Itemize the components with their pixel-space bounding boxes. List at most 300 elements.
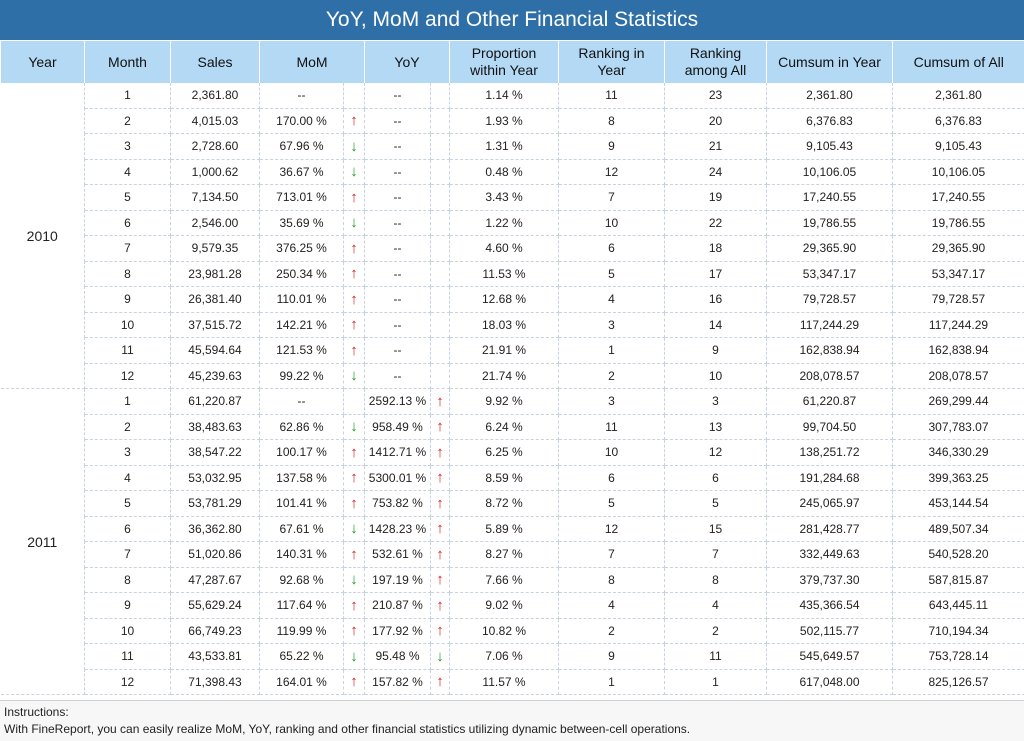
table-row xyxy=(1,287,1024,313)
cell-yoy: -- xyxy=(365,287,431,313)
cell-yoy: 177.92 % xyxy=(365,618,431,644)
arrow-down-icon: ↓ xyxy=(344,159,365,185)
cell-proportion: 8.72 % xyxy=(450,491,559,517)
cell-month: 1 xyxy=(85,83,171,108)
cell-ranking-year: 4 xyxy=(559,287,665,313)
cell-yoy: 157.82 % xyxy=(365,669,431,695)
cell-month: 11 xyxy=(85,338,171,364)
cell-cumsum-year: 281,428.77 xyxy=(767,516,893,542)
cell-ranking-year: 6 xyxy=(559,236,665,262)
cell-cumsum-year: 502,115.77 xyxy=(767,618,893,644)
cell-cumsum-year: 53,347.17 xyxy=(767,261,893,287)
cell-ranking-year: 2 xyxy=(559,363,665,389)
cell-ranking-all: 21 xyxy=(665,134,767,160)
table-row xyxy=(1,159,1024,185)
arrow-up-icon: ↑ xyxy=(344,236,365,262)
cell-yoy: -- xyxy=(365,185,431,211)
cell-month: 9 xyxy=(85,287,171,313)
cell-cumsum-year: 6,376.83 xyxy=(767,108,893,134)
cell-sales: 4,015.03 xyxy=(171,108,260,134)
table-row xyxy=(1,516,1024,542)
arrow-down-icon: ↓ xyxy=(344,134,365,160)
cell-month: 10 xyxy=(85,618,171,644)
table-row xyxy=(1,363,1024,389)
col-header-ranking-all-line1: Ranking xyxy=(689,45,742,61)
cell-ranking-year: 1 xyxy=(559,669,665,695)
col-header-ranking-year-line2: Year xyxy=(597,62,626,78)
arrow-down-icon: ↓ xyxy=(344,210,365,236)
table-row xyxy=(1,185,1024,211)
table-row xyxy=(1,567,1024,593)
cell-yoy: 197.19 % xyxy=(365,567,431,593)
cell-ranking-year: 7 xyxy=(559,542,665,568)
arrow-up-icon: ↑ xyxy=(431,669,450,695)
cell-proportion: 0.48 % xyxy=(450,159,559,185)
cell-ranking-year: 9 xyxy=(559,644,665,670)
cell-month: 7 xyxy=(85,542,171,568)
table-row xyxy=(1,312,1024,338)
yoy-arrow-icon xyxy=(431,108,450,134)
cell-sales: 2,361.80 xyxy=(171,83,260,108)
instructions-panel xyxy=(0,700,1024,741)
cell-cumsum-all: 19,786.55 xyxy=(893,210,1024,236)
col-header-year: Year xyxy=(1,41,85,83)
cell-cumsum-all: 587,815.87 xyxy=(893,567,1024,593)
cell-mom: 164.01 % xyxy=(260,669,344,695)
cell-proportion: 5.89 % xyxy=(450,516,559,542)
arrow-up-icon: ↑ xyxy=(344,185,365,211)
cell-cumsum-year: 29,365.90 xyxy=(767,236,893,262)
cell-sales: 45,594.64 xyxy=(171,338,260,364)
cell-ranking-all: 10 xyxy=(665,363,767,389)
cell-proportion: 11.57 % xyxy=(450,669,559,695)
cell-cumsum-all: 489,507.34 xyxy=(893,516,1024,542)
yoy-arrow-icon xyxy=(431,236,450,262)
arrow-down-icon: ↓ xyxy=(344,516,365,542)
cell-month: 12 xyxy=(85,669,171,695)
cell-cumsum-year: 17,240.55 xyxy=(767,185,893,211)
cell-cumsum-all: 2,361.80 xyxy=(893,83,1024,108)
cell-ranking-year: 2 xyxy=(559,618,665,644)
cell-proportion: 1.22 % xyxy=(450,210,559,236)
cell-mom: 67.96 % xyxy=(260,134,344,160)
cell-cumsum-all: 10,106.05 xyxy=(893,159,1024,185)
cell-sales: 53,032.95 xyxy=(171,465,260,491)
cell-cumsum-year: 2,361.80 xyxy=(767,83,893,108)
cell-yoy: -- xyxy=(365,261,431,287)
cell-sales: 53,781.29 xyxy=(171,491,260,517)
cell-yoy: -- xyxy=(365,236,431,262)
cell-ranking-year: 11 xyxy=(559,414,665,440)
arrow-up-icon: ↑ xyxy=(344,491,365,517)
col-header-ranking-all xyxy=(665,41,767,83)
table-row xyxy=(1,542,1024,568)
cell-sales: 36,362.80 xyxy=(171,516,260,542)
table-row xyxy=(1,134,1024,160)
cell-ranking-all: 5 xyxy=(665,491,767,517)
arrow-up-icon: ↑ xyxy=(344,440,365,466)
cell-proportion: 12.68 % xyxy=(450,287,559,313)
table-row xyxy=(1,236,1024,262)
cell-yoy: -- xyxy=(365,83,431,108)
cell-ranking-year: 3 xyxy=(559,389,665,415)
cell-ranking-all: 23 xyxy=(665,83,767,108)
cell-yoy: 2592.13 % xyxy=(365,389,431,415)
cell-sales: 2,546.00 xyxy=(171,210,260,236)
mom-arrow-icon xyxy=(344,83,365,108)
table-row xyxy=(1,389,1024,415)
cell-year: 2011 xyxy=(1,389,85,695)
col-header-proportion-line2: within Year xyxy=(470,62,538,78)
cell-mom: -- xyxy=(260,389,344,415)
arrow-up-icon: ↑ xyxy=(431,542,450,568)
cell-sales: 45,239.63 xyxy=(171,363,260,389)
cell-cumsum-year: 9,105.43 xyxy=(767,134,893,160)
yoy-arrow-icon xyxy=(431,159,450,185)
yoy-arrow-icon xyxy=(431,363,450,389)
cell-proportion: 1.14 % xyxy=(450,83,559,108)
arrow-up-icon: ↑ xyxy=(344,287,365,313)
cell-yoy: 1412.71 % xyxy=(365,440,431,466)
table-body xyxy=(1,83,1024,695)
cell-month: 3 xyxy=(85,134,171,160)
cell-ranking-year: 4 xyxy=(559,593,665,619)
cell-yoy: -- xyxy=(365,108,431,134)
cell-sales: 61,220.87 xyxy=(171,389,260,415)
cell-mom: 121.53 % xyxy=(260,338,344,364)
cell-cumsum-year: 19,786.55 xyxy=(767,210,893,236)
cell-month: 5 xyxy=(85,185,171,211)
cell-sales: 9,579.35 xyxy=(171,236,260,262)
cell-ranking-all: 2 xyxy=(665,618,767,644)
col-header-cumsum-all: Cumsum of All xyxy=(893,41,1024,83)
cell-proportion: 7.66 % xyxy=(450,567,559,593)
cell-ranking-all: 13 xyxy=(665,414,767,440)
col-header-proportion-line1: Proportion xyxy=(471,45,537,61)
cell-month: 5 xyxy=(85,491,171,517)
arrow-up-icon: ↑ xyxy=(344,669,365,695)
cell-proportion: 18.03 % xyxy=(450,312,559,338)
cell-mom: 100.17 % xyxy=(260,440,344,466)
cell-ranking-all: 15 xyxy=(665,516,767,542)
cell-sales: 2,728.60 xyxy=(171,134,260,160)
cell-ranking-all: 6 xyxy=(665,465,767,491)
cell-ranking-year: 5 xyxy=(559,491,665,517)
cell-cumsum-all: 6,376.83 xyxy=(893,108,1024,134)
cell-yoy: -- xyxy=(365,134,431,160)
cell-proportion: 9.92 % xyxy=(450,389,559,415)
yoy-arrow-icon xyxy=(431,312,450,338)
cell-month: 2 xyxy=(85,108,171,134)
cell-cumsum-year: 191,284.68 xyxy=(767,465,893,491)
arrow-up-icon: ↑ xyxy=(344,542,365,568)
yoy-arrow-icon xyxy=(431,261,450,287)
cell-ranking-all: 20 xyxy=(665,108,767,134)
cell-month: 6 xyxy=(85,516,171,542)
cell-cumsum-all: 9,105.43 xyxy=(893,134,1024,160)
arrow-up-icon: ↑ xyxy=(344,108,365,134)
cell-yoy: -- xyxy=(365,210,431,236)
cell-yoy: 1428.23 % xyxy=(365,516,431,542)
cell-yoy: -- xyxy=(365,338,431,364)
cell-mom: 713.01 % xyxy=(260,185,344,211)
cell-proportion: 21.91 % xyxy=(450,338,559,364)
cell-ranking-year: 6 xyxy=(559,465,665,491)
cell-ranking-all: 7 xyxy=(665,542,767,568)
cell-month: 6 xyxy=(85,210,171,236)
cell-ranking-year: 8 xyxy=(559,108,665,134)
cell-cumsum-all: 346,330.29 xyxy=(893,440,1024,466)
cell-proportion: 11.53 % xyxy=(450,261,559,287)
cell-ranking-year: 12 xyxy=(559,159,665,185)
cell-month: 4 xyxy=(85,465,171,491)
cell-cumsum-all: 753,728.14 xyxy=(893,644,1024,670)
cell-proportion: 1.93 % xyxy=(450,108,559,134)
arrow-up-icon: ↑ xyxy=(344,465,365,491)
cell-yoy: -- xyxy=(365,159,431,185)
arrow-up-icon: ↑ xyxy=(431,593,450,619)
cell-month: 1 xyxy=(85,389,171,415)
cell-sales: 66,749.23 xyxy=(171,618,260,644)
cell-month: 12 xyxy=(85,363,171,389)
arrow-down-icon: ↓ xyxy=(431,644,450,670)
cell-sales: 38,483.63 xyxy=(171,414,260,440)
arrow-up-icon: ↑ xyxy=(431,414,450,440)
cell-ranking-all: 14 xyxy=(665,312,767,338)
cell-cumsum-all: 117,244.29 xyxy=(893,312,1024,338)
cell-ranking-year: 1 xyxy=(559,338,665,364)
arrow-down-icon: ↓ xyxy=(344,567,365,593)
cell-month: 7 xyxy=(85,236,171,262)
cell-ranking-all: 24 xyxy=(665,159,767,185)
cell-yoy: 532.61 % xyxy=(365,542,431,568)
cell-sales: 23,981.28 xyxy=(171,261,260,287)
table-row xyxy=(1,465,1024,491)
col-header-ranking-all-line2: among All xyxy=(684,62,747,78)
cell-mom: 110.01 % xyxy=(260,287,344,313)
cell-month: 4 xyxy=(85,159,171,185)
cell-ranking-all: 22 xyxy=(665,210,767,236)
arrow-up-icon: ↑ xyxy=(431,465,450,491)
table-row xyxy=(1,108,1024,134)
cell-cumsum-all: 307,783.07 xyxy=(893,414,1024,440)
cell-ranking-all: 19 xyxy=(665,185,767,211)
arrow-up-icon: ↑ xyxy=(431,516,450,542)
cell-cumsum-all: 643,445.11 xyxy=(893,593,1024,619)
cell-ranking-year: 11 xyxy=(559,83,665,108)
yoy-arrow-icon xyxy=(431,83,450,108)
cell-ranking-year: 7 xyxy=(559,185,665,211)
col-header-ranking-year xyxy=(559,41,665,83)
cell-ranking-all: 3 xyxy=(665,389,767,415)
cell-cumsum-all: 399,363.25 xyxy=(893,465,1024,491)
arrow-up-icon: ↑ xyxy=(431,618,450,644)
arrow-down-icon: ↓ xyxy=(344,363,365,389)
cell-cumsum-year: 435,366.54 xyxy=(767,593,893,619)
cell-cumsum-all: 79,728.57 xyxy=(893,287,1024,313)
cell-month: 11 xyxy=(85,644,171,670)
yoy-arrow-icon xyxy=(431,338,450,364)
cell-cumsum-all: 208,078.57 xyxy=(893,363,1024,389)
report-title: YoY, MoM and Other Financial Statistics xyxy=(0,0,1024,40)
cell-ranking-year: 10 xyxy=(559,440,665,466)
col-header-ranking-year-line1: Ranking in xyxy=(578,45,645,61)
col-header-yoy: YoY xyxy=(365,41,450,83)
cell-ranking-all: 9 xyxy=(665,338,767,364)
cell-cumsum-year: 10,106.05 xyxy=(767,159,893,185)
cell-ranking-all: 8 xyxy=(665,567,767,593)
col-header-sales: Sales xyxy=(171,41,260,83)
cell-mom: 137.58 % xyxy=(260,465,344,491)
cell-mom: 92.68 % xyxy=(260,567,344,593)
yoy-arrow-icon xyxy=(431,185,450,211)
cell-proportion: 9.02 % xyxy=(450,593,559,619)
yoy-arrow-icon xyxy=(431,210,450,236)
table-row xyxy=(1,414,1024,440)
cell-ranking-year: 5 xyxy=(559,261,665,287)
arrow-up-icon: ↑ xyxy=(431,491,450,517)
instructions-label: Instructions: xyxy=(4,705,69,719)
table-row xyxy=(1,669,1024,695)
cell-cumsum-year: 162,838.94 xyxy=(767,338,893,364)
cell-ranking-all: 17 xyxy=(665,261,767,287)
cell-ranking-all: 16 xyxy=(665,287,767,313)
cell-cumsum-all: 540,528.20 xyxy=(893,542,1024,568)
cell-cumsum-all: 17,240.55 xyxy=(893,185,1024,211)
cell-mom: 140.31 % xyxy=(260,542,344,568)
cell-mom: 170.00 % xyxy=(260,108,344,134)
cell-mom: 101.41 % xyxy=(260,491,344,517)
arrow-down-icon: ↓ xyxy=(344,414,365,440)
cell-sales: 1,000.62 xyxy=(171,159,260,185)
cell-ranking-all: 4 xyxy=(665,593,767,619)
cell-mom: -- xyxy=(260,83,344,108)
cell-month: 10 xyxy=(85,312,171,338)
cell-proportion: 7.06 % xyxy=(450,644,559,670)
cell-sales: 38,547.22 xyxy=(171,440,260,466)
cell-year: 2010 xyxy=(1,83,85,389)
table-row xyxy=(1,491,1024,517)
col-header-cumsum-year: Cumsum in Year xyxy=(767,41,893,83)
cell-month: 8 xyxy=(85,261,171,287)
cell-mom: 376.25 % xyxy=(260,236,344,262)
arrow-up-icon: ↑ xyxy=(344,312,365,338)
table-row xyxy=(1,593,1024,619)
cell-mom: 99.22 % xyxy=(260,363,344,389)
col-header-mom: MoM xyxy=(260,41,365,83)
cell-mom: 36.67 % xyxy=(260,159,344,185)
arrow-up-icon: ↑ xyxy=(344,261,365,287)
arrow-up-icon: ↑ xyxy=(344,593,365,619)
cell-cumsum-all: 29,365.90 xyxy=(893,236,1024,262)
cell-cumsum-all: 453,144.54 xyxy=(893,491,1024,517)
cell-ranking-all: 11 xyxy=(665,644,767,670)
table-row xyxy=(1,338,1024,364)
cell-ranking-all: 18 xyxy=(665,236,767,262)
cell-ranking-year: 10 xyxy=(559,210,665,236)
cell-proportion: 8.59 % xyxy=(450,465,559,491)
arrow-up-icon: ↑ xyxy=(431,567,450,593)
cell-proportion: 4.60 % xyxy=(450,236,559,262)
cell-ranking-year: 12 xyxy=(559,516,665,542)
cell-proportion: 1.31 % xyxy=(450,134,559,160)
cell-sales: 51,020.86 xyxy=(171,542,260,568)
cell-mom: 35.69 % xyxy=(260,210,344,236)
arrow-up-icon: ↑ xyxy=(431,440,450,466)
cell-cumsum-year: 208,078.57 xyxy=(767,363,893,389)
cell-yoy: 753.82 % xyxy=(365,491,431,517)
table-row xyxy=(1,618,1024,644)
cell-proportion: 10.82 % xyxy=(450,618,559,644)
table-row xyxy=(1,644,1024,670)
cell-yoy: 958.49 % xyxy=(365,414,431,440)
cell-cumsum-year: 79,728.57 xyxy=(767,287,893,313)
table-row xyxy=(1,261,1024,287)
cell-proportion: 6.24 % xyxy=(450,414,559,440)
cell-proportion: 8.27 % xyxy=(450,542,559,568)
cell-yoy: 5300.01 % xyxy=(365,465,431,491)
arrow-down-icon: ↓ xyxy=(344,644,365,670)
cell-cumsum-year: 99,704.50 xyxy=(767,414,893,440)
col-header-proportion xyxy=(450,41,559,83)
cell-mom: 119.99 % xyxy=(260,618,344,644)
cell-month: 8 xyxy=(85,567,171,593)
header-row xyxy=(1,41,1024,83)
cell-cumsum-year: 332,449.63 xyxy=(767,542,893,568)
cell-ranking-all: 12 xyxy=(665,440,767,466)
cell-sales: 26,381.40 xyxy=(171,287,260,313)
cell-sales: 37,515.72 xyxy=(171,312,260,338)
cell-cumsum-all: 825,126.57 xyxy=(893,669,1024,695)
cell-mom: 142.21 % xyxy=(260,312,344,338)
instructions-text: With FineReport, you can easily realize MoM, YoY, ranking and other financial statistics utilizing dynamic between-cell operations. xyxy=(4,722,691,736)
cell-yoy: -- xyxy=(365,312,431,338)
financial-statistics-table xyxy=(0,41,1024,695)
cell-month: 3 xyxy=(85,440,171,466)
yoy-arrow-icon xyxy=(431,287,450,313)
cell-mom: 250.34 % xyxy=(260,261,344,287)
cell-proportion: 21.74 % xyxy=(450,363,559,389)
cell-cumsum-year: 138,251.72 xyxy=(767,440,893,466)
cell-cumsum-all: 162,838.94 xyxy=(893,338,1024,364)
cell-yoy: 95.48 % xyxy=(365,644,431,670)
table-row xyxy=(1,83,1024,108)
cell-sales: 47,287.67 xyxy=(171,567,260,593)
cell-ranking-year: 9 xyxy=(559,134,665,160)
cell-cumsum-all: 269,299.44 xyxy=(893,389,1024,415)
yoy-arrow-icon xyxy=(431,134,450,160)
cell-cumsum-year: 379,737.30 xyxy=(767,567,893,593)
cell-yoy: 210.87 % xyxy=(365,593,431,619)
cell-ranking-year: 3 xyxy=(559,312,665,338)
col-header-month: Month xyxy=(85,41,171,83)
cell-cumsum-year: 61,220.87 xyxy=(767,389,893,415)
cell-sales: 55,629.24 xyxy=(171,593,260,619)
cell-yoy: -- xyxy=(365,363,431,389)
cell-mom: 62.86 % xyxy=(260,414,344,440)
cell-cumsum-year: 545,649.57 xyxy=(767,644,893,670)
cell-month: 9 xyxy=(85,593,171,619)
cell-mom: 65.22 % xyxy=(260,644,344,670)
cell-ranking-all: 1 xyxy=(665,669,767,695)
mom-arrow-icon xyxy=(344,389,365,415)
table-row xyxy=(1,210,1024,236)
cell-cumsum-all: 53,347.17 xyxy=(893,261,1024,287)
cell-sales: 43,533.81 xyxy=(171,644,260,670)
cell-month: 2 xyxy=(85,414,171,440)
cell-sales: 7,134.50 xyxy=(171,185,260,211)
cell-mom: 67.61 % xyxy=(260,516,344,542)
